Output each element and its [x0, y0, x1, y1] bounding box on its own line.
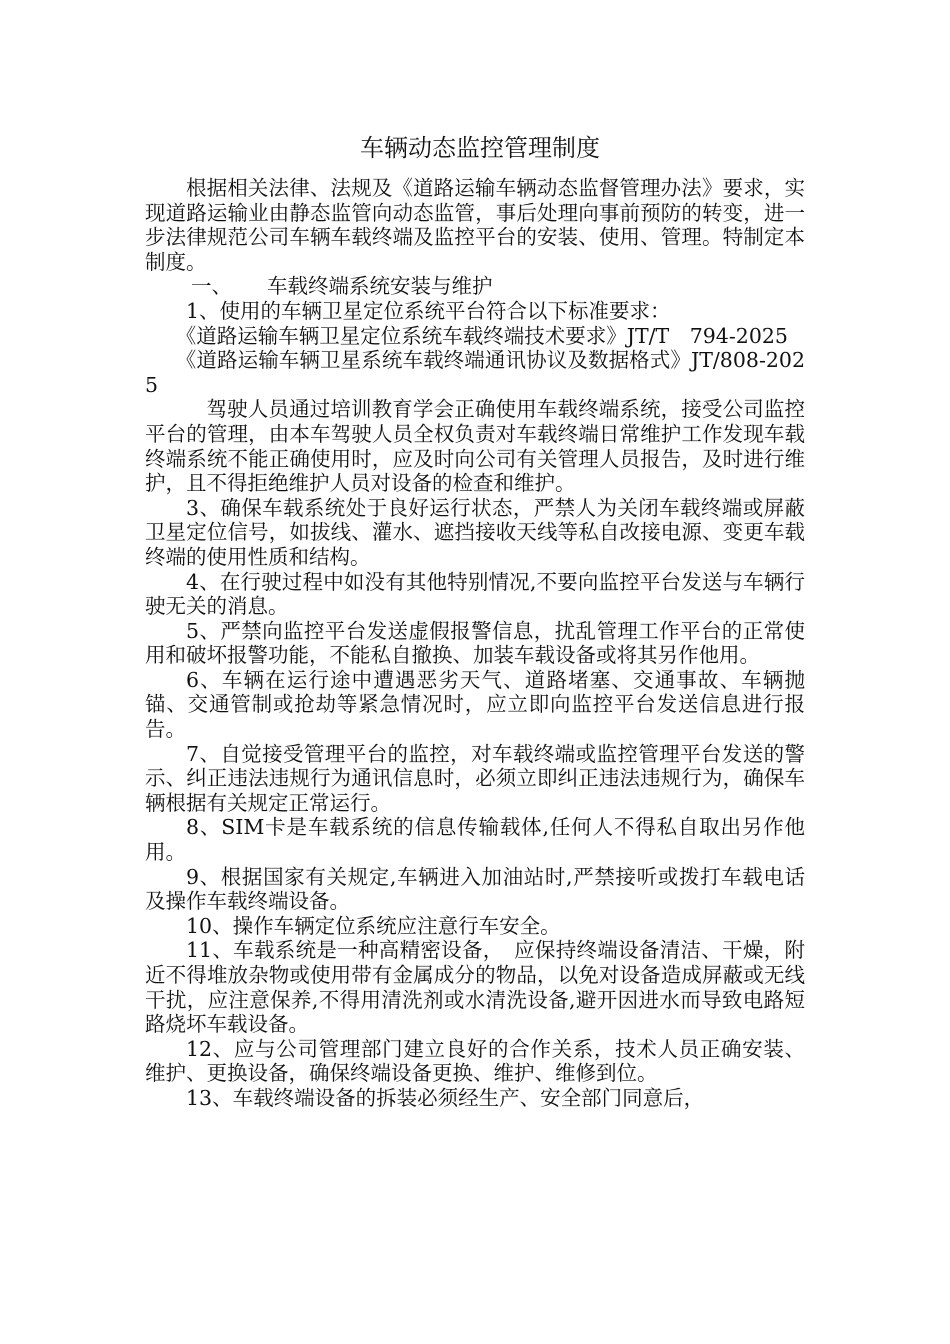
item-8: 8、SIM卡是车载系统的信息传输载体,任何人不得私自取出另作他用。	[145, 815, 805, 865]
item-2: 驾驶人员通过培训教育学会正确使用车载终端系统，接受公司监控平台的管理，由本车驾驶人员全权负责对车载终端日常维护工作发现车载终端系统不能正确使用时，应及时向公司有关管理人员报告，及时进行维护，且不得拒绝维护人员对设备的检查和维护。	[145, 397, 805, 496]
section-number: 一、	[191, 274, 232, 299]
item-4: 4、在行驶过程中如没有其他特别情况,不要向监控平台发送与车辆行驶无关的消息。	[145, 569, 805, 619]
section-heading	[145, 274, 805, 299]
item-9: 9、根据国家有关规定,车辆进入加油站时,严禁接听或拨打车载电话及操作车载终端设备。	[145, 864, 805, 914]
item-10: 10、操作车辆定位系统应注意行车安全。	[186, 913, 561, 938]
section-title: 车载终端系统安装与维护	[267, 274, 493, 299]
item-7: 7、自觉接受管理平台的监控，对车载终端或监控管理平台发送的警示、纠正违法违规行为通讯信息时，必须立即纠正违法违规行为，确保车辆根据有关规定正常运行。	[145, 741, 805, 815]
item-3: 3、确保车载系统处于良好运行状态，严禁人为关闭车载终端或屏蔽卫星定位信号，如拔线、灌水、遮挡接收天线等私自改接电源、变更车载终端的使用性质和结构。	[145, 495, 805, 569]
item-5: 5、严禁向监控平台发送虚假报警信息，扰乱管理工作平台的正常使用和破坏报警功能，不能私自撤换、加装车载设备或将其另作他用。	[145, 618, 805, 668]
document-page	[145, 128, 805, 1111]
item-12: 12、应与公司管理部门建立良好的合作关系，技术人员正确安装、维护、更换设备，确保终端设备更换、维护、维修到位。	[145, 1036, 805, 1086]
item-13: 13、车载终端设备的拆装必须经生产、安全部门同意后，	[186, 1085, 705, 1110]
intro-paragraph: 根据相关法律、法规及《道路运输车辆动态监督管理办法》要求，实现道路运输业由静态监管向动态监管，事后处理向事前预防的转变，进一步法律规范公司车辆车载终端及监控平台的安装、使用、管理。特制定本制度。	[145, 176, 805, 274]
standard-2: 《道路运输车辆卫星系统车载终端通讯协议及数据格式》JT/808-2025	[145, 348, 805, 397]
item-11: 11、车载系统是一种高精密设备， 应保持终端设备清洁、干燥，附近不得堆放杂物或使用带有金属成分的物品，以免对设备造成屏蔽或无线干扰，应注意保养,不得用清洗剂或水清洗设备,避开因进水而导致电路短路烧坏车载设备。	[145, 938, 805, 1037]
item-1: 1、使用的车辆卫星定位系统平台符合以下标准要求：	[186, 298, 671, 323]
document-title: 车辆动态监控管理制度	[360, 134, 600, 162]
standard-1: 《道路运输车辆卫星定位系统车载终端技术要求》JT/T 794-2025	[175, 323, 788, 348]
item-6: 6、车辆在运行途中遭遇恶劣天气、道路堵塞、交通事故、车辆抛锚、交通管制或抢劫等紧急情况时，应立即向监控平台发送信息进行报告。	[145, 667, 805, 742]
